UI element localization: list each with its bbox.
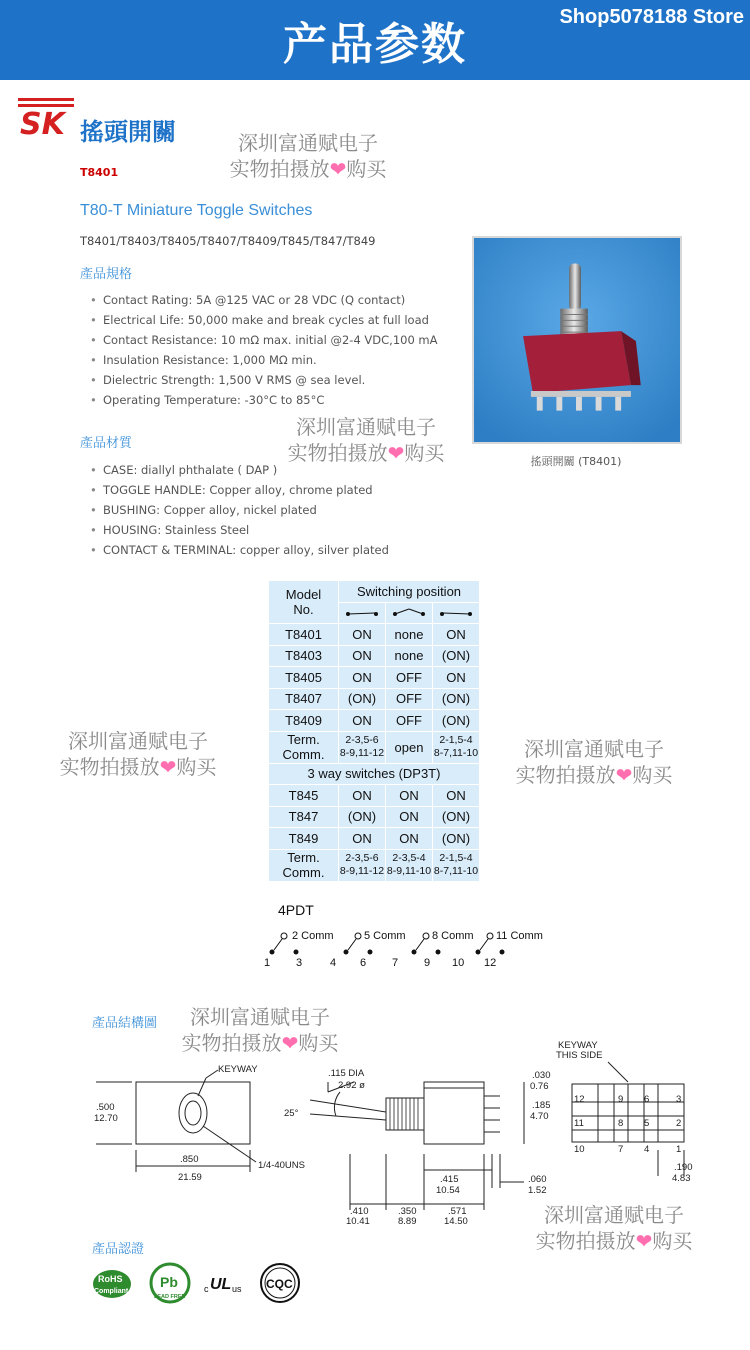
svg-text:4.83: 4.83 (672, 1173, 691, 1184)
svg-text:4: 4 (330, 957, 337, 969)
svg-text:.415: .415 (440, 1174, 459, 1185)
watermark: 深圳富通赋电子 实物拍摄放❤购买 (181, 1005, 339, 1055)
svg-text:2 Comm: 2 Comm (292, 930, 334, 942)
list-item: • CASE: diallyl phthalate ( DAP ) (88, 460, 389, 480)
svg-text:6: 6 (360, 957, 367, 969)
svg-text:.190: .190 (674, 1162, 693, 1173)
svg-text:.185: .185 (532, 1100, 551, 1111)
svg-text:4.70: 4.70 (530, 1111, 549, 1122)
list-item: • Dielectric Strength: 1,500 V RMS @ sea level. (88, 370, 438, 390)
svg-text:21.59: 21.59 (178, 1172, 202, 1183)
svg-text:25°: 25° (284, 1108, 299, 1119)
list-item: • TOGGLE HANDLE: Copper alloy, chrome plated (88, 480, 389, 500)
svg-text:3: 3 (676, 1094, 682, 1105)
svg-text:14.50: 14.50 (444, 1216, 468, 1227)
switch-symbol-left-icon (339, 602, 386, 624)
svg-text:5: 5 (644, 1118, 650, 1129)
pole-1 (274, 933, 287, 950)
svg-text:12: 12 (484, 957, 497, 969)
list-item: • Operating Temperature: -30°C to 85°C (88, 390, 438, 410)
svg-text:10.41: 10.41 (346, 1216, 370, 1227)
table-row: Term. Comm. 2-3,5-6 8-9,11-12 open 2-1,5-4 8-7,11-10 (269, 731, 480, 763)
svg-text:8: 8 (618, 1118, 624, 1129)
list-item: • Insulation Resistance: 1,000 MΩ min. (88, 350, 438, 370)
svg-text:0.76: 0.76 (530, 1081, 549, 1092)
svg-text:LEAD FREE: LEAD FREE (154, 1294, 186, 1300)
svg-text:.115 DIA: .115 DIA (328, 1068, 365, 1079)
table-header-model: Model No. (269, 581, 339, 624)
model-code: T8401 (80, 166, 119, 179)
logo-text: SK (20, 107, 65, 142)
svg-text:.571: .571 (448, 1206, 467, 1217)
watermark: 深圳富通赋电子 实物拍摄放❤购买 (229, 131, 387, 181)
svg-text:1: 1 (676, 1144, 682, 1155)
svg-text:2.92 ø: 2.92 ø (338, 1080, 365, 1091)
watermark: 深圳富通赋电子 实物拍摄放❤购买 (535, 1203, 693, 1253)
switch-symbol-right-icon (433, 602, 480, 624)
svg-text:UL: UL (210, 1276, 232, 1293)
table-header-switching: Switching position (339, 581, 480, 603)
lead-free-icon (151, 1264, 189, 1302)
banner-title: 产品参数 (283, 19, 467, 70)
model-list: T8401/T8403/T8405/T8407/T8409/T845/T847/T849 (80, 234, 376, 248)
ul-icon (204, 1276, 242, 1294)
svg-text:.060: .060 (528, 1174, 547, 1185)
table-row: T8403 ON none (ON) (269, 645, 480, 667)
table-row: T845 ON ON ON (269, 785, 480, 807)
table-row: Term. Comm. 2-3,5-6 8-9,11-12 2-3,5-4 8-9,11-10 2-1,5-4 8-7,11-10 (269, 849, 480, 881)
svg-text:us: us (232, 1284, 242, 1294)
svg-text:12: 12 (574, 1094, 585, 1105)
list-item: • CONTACT & TERMINAL: copper alloy, silver plated (88, 540, 389, 560)
watermark: 深圳富通赋电子 实物拍摄放❤购买 (59, 729, 217, 779)
store-name[interactable]: Shop5078188 Store (559, 6, 744, 28)
svg-text:10: 10 (452, 957, 465, 969)
svg-text:6: 6 (644, 1094, 650, 1105)
cqc-icon (261, 1264, 299, 1302)
svg-text:.410: .410 (350, 1206, 369, 1217)
list-item: • Contact Resistance: 10 mΩ max. initial @2-4 VDC,100 mA (88, 330, 438, 350)
svg-text:8.89: 8.89 (398, 1216, 417, 1227)
list-item: • Electrical Life: 50,000 make and break cycles at full load (88, 310, 438, 330)
table-row: T8409 ON OFF (ON) (269, 710, 480, 732)
svg-text:7: 7 (392, 957, 399, 969)
svg-text:12.70: 12.70 (94, 1113, 118, 1124)
svg-text:2: 2 (676, 1118, 682, 1129)
table-row: T8401 ON none ON (269, 624, 480, 646)
table-section-row: 3 way switches (DP3T) (269, 763, 480, 785)
switching-table (268, 580, 480, 882)
materials-heading: 產品材質 (80, 436, 133, 451)
watermark: 深圳富通赋电子 实物拍摄放❤购买 (287, 415, 445, 465)
product-title: T80-T Miniature Toggle Switches (80, 202, 313, 219)
svg-text:10.54: 10.54 (436, 1185, 460, 1196)
certs-heading: 產品認證 (92, 1242, 145, 1257)
svg-text:8 Comm: 8 Comm (432, 930, 474, 942)
watermark: 深圳富通赋电子 实物拍摄放❤购买 (515, 737, 673, 787)
pdt-label: 4PDT (278, 902, 314, 918)
certification-logos (92, 1262, 312, 1304)
rohs-icon (93, 1270, 131, 1298)
svg-text:KEYWAY: KEYWAY (218, 1064, 258, 1075)
svg-text:.500: .500 (96, 1102, 115, 1113)
svg-text:.850: .850 (180, 1154, 199, 1165)
svg-text:Compliant: Compliant (94, 1288, 129, 1295)
svg-text:3: 3 (296, 957, 303, 969)
table-row: T849 ON ON (ON) (269, 828, 480, 850)
svg-text:RoHS: RoHS (98, 1274, 123, 1284)
materials-list (88, 460, 389, 560)
svg-text:c: c (204, 1284, 209, 1294)
svg-text:CQC: CQC (266, 1277, 293, 1291)
list-item: • BUSHING: Copper alloy, nickel plated (88, 500, 389, 520)
table-row: T8405 ON OFF ON (269, 667, 480, 689)
svg-text:THIS SIDE: THIS SIDE (556, 1050, 603, 1061)
page-banner (0, 0, 750, 80)
specs-heading: 產品規格 (80, 267, 133, 282)
product-photo (472, 236, 682, 444)
svg-text:4: 4 (644, 1144, 650, 1155)
brand-name: 搖頭開關 (80, 118, 176, 146)
svg-text:KEYWAY: KEYWAY (558, 1040, 598, 1051)
structure-heading: 產品結構圖 (92, 1016, 158, 1031)
svg-text:11 Comm: 11 Comm (496, 930, 543, 942)
svg-text:10: 10 (574, 1144, 585, 1155)
sk-logo (18, 98, 74, 142)
svg-text:.350: .350 (398, 1206, 417, 1217)
list-item: • HOUSING: Stainless Steel (88, 520, 389, 540)
svg-text:1.52: 1.52 (528, 1185, 547, 1196)
table-row: T847 (ON) ON (ON) (269, 806, 480, 828)
svg-text:11: 11 (574, 1118, 584, 1129)
table-row: T8407 (ON) OFF (ON) (269, 688, 480, 710)
4pdt-schematic (262, 924, 552, 968)
svg-text:7: 7 (618, 1144, 624, 1155)
photo-caption: 搖頭開關 (T8401) (530, 455, 622, 468)
svg-text:9: 9 (424, 957, 431, 969)
svg-text:Pb: Pb (160, 1274, 178, 1290)
list-item: • Contact Rating: 5A @125 VAC or 28 VDC (Q contact) (88, 290, 438, 310)
specs-list (88, 290, 438, 410)
svg-text:1/4-40UNS: 1/4-40UNS (258, 1160, 305, 1171)
svg-text:.030: .030 (532, 1070, 551, 1081)
switch-symbol-middle-icon (386, 602, 433, 624)
svg-text:9: 9 (618, 1094, 624, 1105)
svg-text:1: 1 (264, 957, 271, 969)
svg-text:5 Comm: 5 Comm (364, 930, 406, 942)
